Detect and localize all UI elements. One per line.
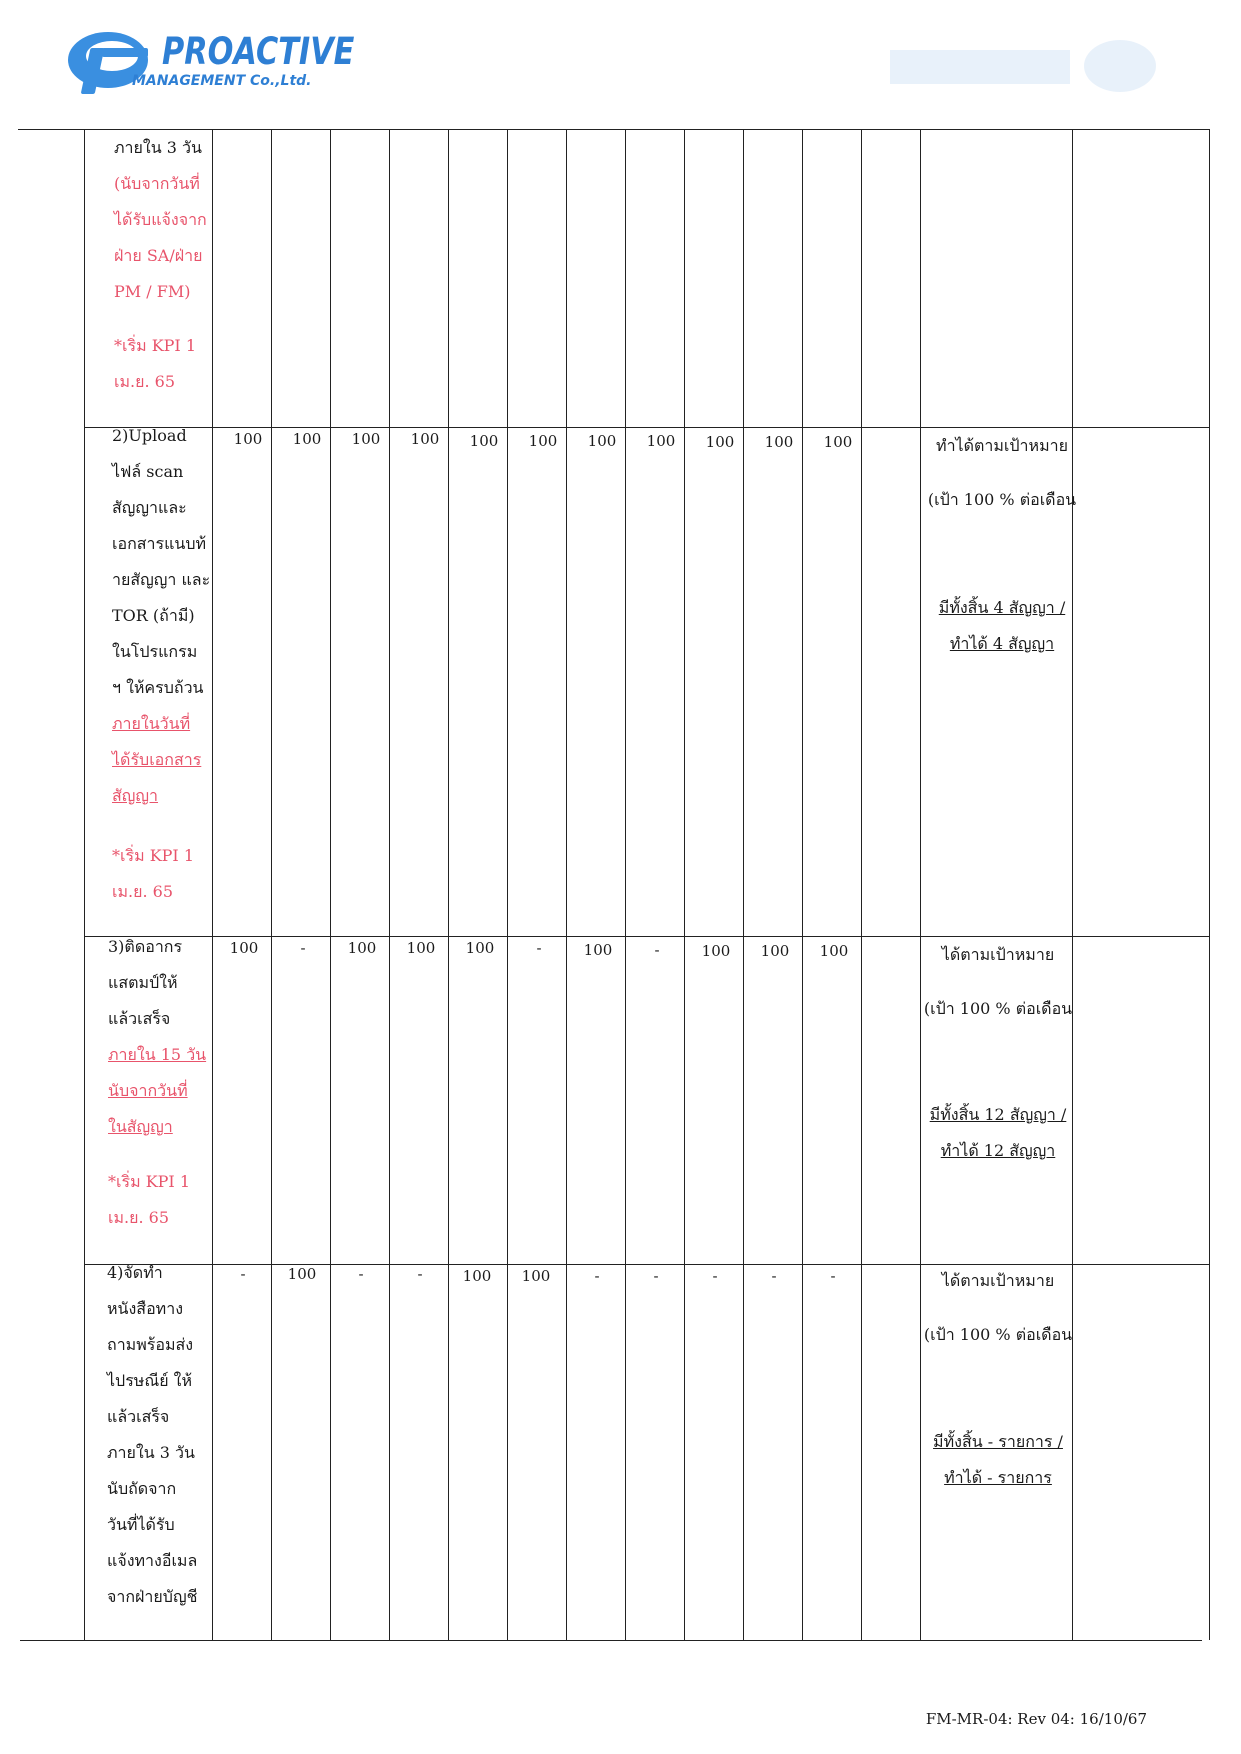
monthly-value: 100	[701, 942, 731, 960]
logo-subtitle: MANAGEMENT Co.,Ltd.	[132, 73, 312, 89]
row-divider	[84, 427, 1210, 428]
monthly-value: -	[536, 939, 542, 957]
monthly-value: -	[300, 939, 306, 957]
task-deadline-line: (นับจากวันที่	[114, 174, 200, 193]
monthly-value: 100	[583, 941, 613, 959]
monthly-value: 100	[229, 939, 259, 957]
monthly-value: 100	[823, 433, 853, 451]
task-line: นับถัดจาก	[107, 1479, 177, 1498]
monthly-value: -	[771, 1267, 777, 1285]
monthly-value: 100	[287, 1265, 317, 1283]
column-divider	[920, 129, 921, 1640]
task-line: แจ้งทางอีเมล	[107, 1551, 198, 1570]
result-target: (เป้า 100 % ต่อเดือน	[923, 1325, 1073, 1344]
result-done: ทำได้ 12 สัญญา	[940, 1141, 1056, 1160]
monthly-value: 100	[521, 1267, 551, 1285]
monthly-value: -	[240, 1265, 246, 1283]
task-line: วันที่ได้รับ	[107, 1515, 175, 1534]
task-deadline-line: ภายใน 15 วัน	[108, 1045, 207, 1064]
monthly-value: 100	[410, 430, 440, 448]
monthly-value: 100	[351, 430, 381, 448]
monthly-value: 100	[819, 942, 849, 960]
result-status: ได้ตามเป้าหมาย	[941, 1271, 1055, 1290]
column-divider	[84, 129, 85, 1640]
column-divider	[625, 129, 626, 1640]
task-line: ถามพร้อมส่ง	[107, 1335, 194, 1354]
task-line: หนังสือทาง	[107, 1299, 184, 1318]
logo-name: PROACTIVE	[162, 30, 355, 73]
result-status: ได้ตามเป้าหมาย	[941, 945, 1055, 964]
task-line: ฯ ให้ครบถ้วน	[112, 678, 204, 697]
column-divider	[861, 129, 862, 1640]
monthly-value: 100	[233, 430, 263, 448]
task-line: ภายใน 3 วัน	[114, 138, 202, 157]
task-deadline-line: สัญญา	[112, 786, 159, 805]
task-line: ในโปรแกรม	[112, 642, 198, 661]
column-divider	[802, 129, 803, 1640]
column-divider	[212, 129, 213, 1640]
kpi-start-line: เม.ย. 65	[108, 1208, 170, 1227]
column-divider	[684, 129, 685, 1640]
monthly-value: -	[653, 1267, 659, 1285]
monthly-value: 100	[646, 432, 676, 450]
monthly-value: 100	[406, 939, 436, 957]
task-line: 4)จัดทำ	[107, 1263, 163, 1282]
column-divider	[1072, 129, 1073, 1640]
task-deadline-line: นับจากวันที่	[108, 1081, 188, 1100]
task-line: 2)Upload	[112, 426, 187, 445]
task-line: สัญญาและ	[112, 498, 187, 517]
monthly-value: -	[358, 1265, 364, 1283]
task-line: จากฝ่ายบัญชี	[107, 1587, 198, 1606]
task-deadline-line: ในสัญญา	[108, 1117, 173, 1136]
monthly-value: 100	[705, 433, 735, 451]
column-divider	[271, 129, 272, 1640]
result-total: มีทั้งสิ้น - รายการ /	[933, 1432, 1063, 1451]
task-line: ไปรษณีย์ ให้	[107, 1371, 193, 1390]
monthly-value: 100	[469, 432, 499, 450]
watermark-logo-icon	[880, 30, 1160, 100]
column-divider	[448, 129, 449, 1640]
result-total: มีทั้งสิ้น 12 สัญญา /	[929, 1105, 1067, 1124]
task-deadline-line: ได้รับเอกสาร	[112, 750, 202, 769]
kpi-start-line: *เริ่ม KPI 1	[114, 336, 196, 355]
monthly-value: 100	[760, 942, 790, 960]
monthly-value: 100	[528, 432, 558, 450]
kpi-start-line: *เริ่ม KPI 1	[108, 1172, 190, 1191]
task-line: แล้วเสร็จ	[107, 1407, 170, 1426]
monthly-value: 100	[587, 432, 617, 450]
task-line: 3)ติดอากร	[108, 937, 183, 956]
column-divider	[566, 129, 567, 1640]
form-code: FM-MR-04: Rev 04: 16/10/67	[925, 1710, 1147, 1728]
monthly-value: 100	[764, 433, 794, 451]
task-line: TOR (ถ้ามี)	[112, 606, 195, 625]
task-line: เอกสารแนบท้	[112, 534, 207, 553]
column-divider	[507, 129, 508, 1640]
monthly-value: 100	[292, 430, 322, 448]
task-line: ไฟล์ scan	[112, 462, 184, 481]
task-deadline-line: PM / FM)	[114, 282, 191, 301]
monthly-value: 100	[462, 1267, 492, 1285]
task-deadline-line: ภายในวันที่	[112, 714, 191, 733]
monthly-value: 100	[465, 939, 495, 957]
column-divider	[389, 129, 390, 1640]
column-divider	[743, 129, 744, 1640]
result-done: ทำได้ 4 สัญญา	[949, 634, 1055, 653]
kpi-start-line: เม.ย. 65	[114, 372, 176, 391]
task-line: แล้วเสร็จ	[108, 1009, 171, 1028]
monthly-value: -	[654, 941, 660, 959]
monthly-value: -	[417, 1265, 423, 1283]
company-logo	[66, 22, 356, 96]
task-line: แสตมป์ให้	[108, 973, 178, 992]
monthly-value: -	[712, 1267, 718, 1285]
monthly-value: -	[594, 1267, 600, 1285]
monthly-value: 100	[347, 939, 377, 957]
row-divider	[20, 1640, 1202, 1641]
result-status: ทำได้ตามเป้าหมาย	[936, 436, 1068, 455]
column-divider	[330, 129, 331, 1640]
task-deadline-line: ฝ่าย SA/ฝ่าย	[114, 246, 203, 265]
row-divider	[84, 936, 1210, 937]
result-target: (เป้า 100 % ต่อเดือน	[927, 490, 1077, 509]
task-deadline-line: ได้รับแจ้งจาก	[114, 210, 207, 229]
task-line: ภายใน 3 วัน	[107, 1443, 195, 1462]
result-total: มีทั้งสิ้น 4 สัญญา /	[938, 598, 1066, 617]
result-target: (เป้า 100 % ต่อเดือน	[923, 999, 1073, 1018]
task-line: ายสัญญา และ	[112, 570, 211, 589]
result-done: ทำได้ - รายการ	[944, 1468, 1052, 1487]
monthly-value: -	[830, 1267, 836, 1285]
kpi-start-line: *เริ่ม KPI 1	[112, 846, 194, 865]
column-divider	[1209, 129, 1210, 1640]
kpi-start-line: เม.ย. 65	[112, 882, 174, 901]
